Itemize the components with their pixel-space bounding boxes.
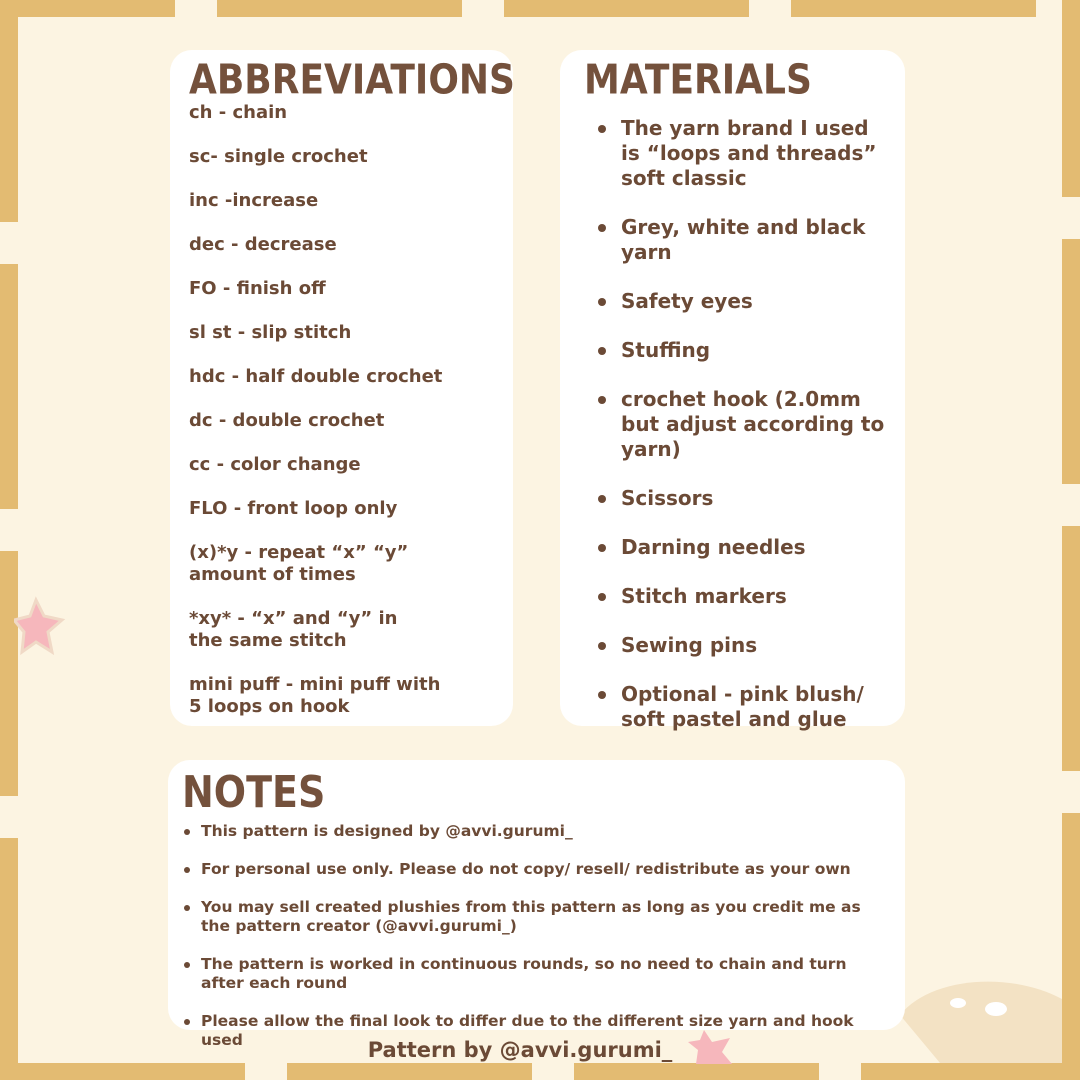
notes-list	[182, 822, 891, 1050]
material-text: Safety eyes	[621, 289, 753, 313]
bullet-icon	[184, 905, 190, 911]
frame-bar-top-2	[217, 0, 462, 17]
abbreviation-item: sc- single crochet	[189, 146, 368, 167]
bullet-icon	[184, 1019, 190, 1025]
star-left-icon	[14, 596, 66, 658]
material-item	[584, 215, 887, 265]
material-item	[584, 338, 887, 363]
frame-bar-left-1	[0, 0, 18, 222]
note-text: The pattern is worked in continuous rounds, so no need to chain and turn after each round	[201, 955, 847, 992]
materials-heading: MATERIALS	[584, 56, 812, 104]
note-text: Please allow the final look to differ due to the different size yarn and hook used	[201, 1012, 854, 1049]
material-text: Darning needles	[621, 535, 806, 559]
material-item	[584, 584, 887, 609]
material-text: Stitch markers	[621, 584, 787, 608]
frame-bar-right-3	[1062, 526, 1080, 771]
material-text: crochet hook (2.0mm but adjust according to yarn)	[621, 387, 885, 461]
frame-bar-bottom-1	[0, 1063, 245, 1080]
abbreviation-item: (x)*y - repeat “x” “y” amount of times	[189, 542, 409, 585]
materials-list	[584, 116, 887, 732]
note-text: You may sell created plushies from this pattern as long as you credit me as the pattern creator (@avvi.gurumi_)	[201, 898, 861, 935]
abbreviation-item: dec - decrease	[189, 234, 337, 255]
frame-bar-top-4	[791, 0, 1036, 17]
frame-bar-left-3	[0, 551, 18, 796]
note-text: This pattern is designed by @avvi.gurumi_	[201, 822, 573, 840]
frame-bar-bottom-2	[287, 1063, 532, 1080]
note-item	[182, 860, 891, 879]
material-text: Grey, white and black yarn	[621, 215, 866, 264]
frame-bar-bottom-4	[861, 1063, 1080, 1080]
material-item	[584, 633, 887, 658]
materials-card	[560, 50, 905, 731]
material-text: The yarn brand I used is “loops and threads” soft classic	[621, 116, 877, 190]
bullet-icon	[598, 495, 606, 503]
abbreviations-heading: ABBREVIATIONS	[189, 56, 515, 104]
pattern-credit: Pattern by @avvi.gurumi_	[367, 1038, 673, 1062]
abbreviation-item: ch - chain	[189, 102, 288, 123]
bullet-icon	[184, 962, 190, 968]
abbreviation-item: cc - color change	[189, 454, 361, 475]
abbreviations-list	[189, 102, 495, 718]
frame-bar-right-2	[1062, 239, 1080, 484]
frame-bar-bottom-3	[574, 1063, 819, 1080]
notes-card	[168, 760, 905, 1049]
bullet-icon	[184, 867, 190, 873]
bullet-icon	[598, 691, 606, 699]
material-item	[584, 116, 887, 191]
abbreviation-item: dc - double crochet	[189, 410, 385, 431]
abbreviation-item: inc -increase	[189, 190, 319, 211]
bullet-icon	[598, 642, 606, 650]
material-text: Scissors	[621, 486, 714, 510]
abbreviation-item: FO - finish off	[189, 278, 326, 299]
material-text: Optional - pink blush/ soft pastel and glue	[621, 682, 864, 731]
abbreviation-item: FLO - front loop only	[189, 498, 398, 519]
material-text: Sewing pins	[621, 633, 758, 657]
bullet-icon	[184, 829, 190, 835]
material-item	[584, 387, 887, 462]
bullet-icon	[598, 347, 606, 355]
abbreviation-item: sl st - slip stitch	[189, 322, 352, 343]
note-item	[182, 955, 891, 993]
material-item	[584, 682, 887, 732]
abbreviations-card	[170, 50, 513, 726]
material-text: Stuffing	[621, 338, 711, 362]
note-text: For personal use only. Please do not copy/ resell/ redistribute as your own	[201, 860, 851, 878]
note-item	[182, 898, 891, 936]
frame-bar-top-3	[504, 0, 749, 17]
abbreviation-item: *xy* - “x” and “y” in the same stitch	[189, 608, 398, 651]
bullet-icon	[598, 593, 606, 601]
frame-bar-right-4	[1062, 813, 1080, 1080]
frame-bar-right-1	[1062, 0, 1080, 197]
notes-heading: NOTES	[182, 766, 326, 818]
bullet-icon	[598, 396, 606, 404]
material-item	[584, 535, 887, 560]
abbreviation-item: mini puff - mini puff with 5 loops on hook	[189, 674, 441, 717]
material-item	[584, 486, 887, 511]
abbreviation-item: hdc - half double crochet	[189, 366, 443, 387]
frame-bar-top-1	[0, 0, 175, 17]
bullet-icon	[598, 544, 606, 552]
note-item	[182, 822, 891, 841]
frame-bar-left-2	[0, 264, 18, 509]
bullet-icon	[598, 224, 606, 232]
material-item	[584, 289, 887, 314]
bullet-icon	[598, 298, 606, 306]
bullet-icon	[598, 125, 606, 133]
